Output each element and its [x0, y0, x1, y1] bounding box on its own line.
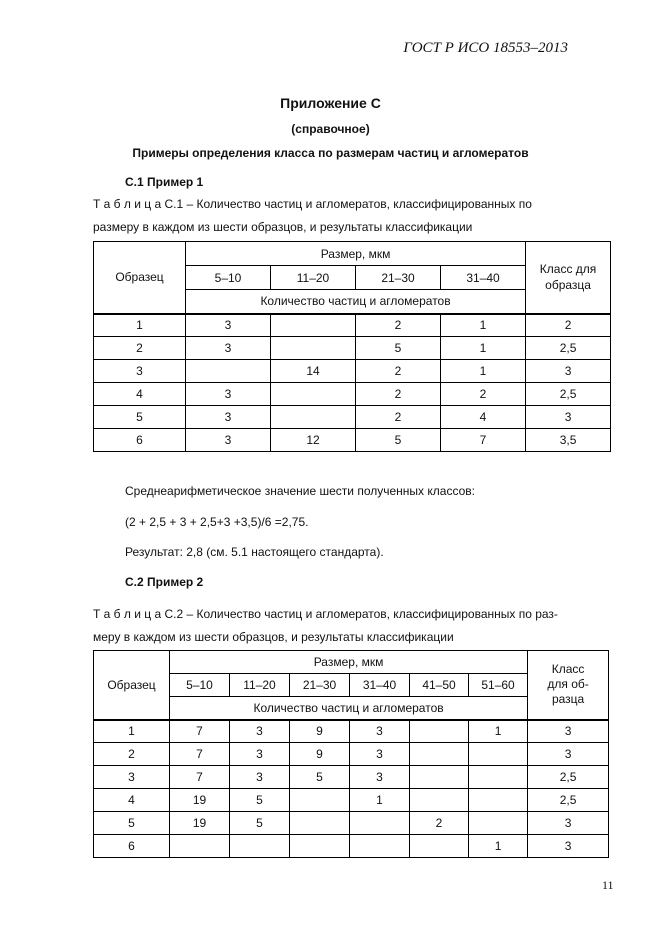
size-range-header: 21–30 [356, 266, 441, 290]
table-cell: 3 [230, 720, 290, 743]
table-cell: 3 [528, 743, 609, 766]
appendix-title: Приложение С [280, 95, 381, 111]
col-class-header [528, 651, 609, 720]
table-cell: 2 [356, 360, 441, 383]
table-cell [410, 789, 469, 812]
col-count-header: Количество частиц и агломератов [186, 290, 526, 314]
table-c1 [93, 241, 611, 452]
table-cell [230, 835, 290, 858]
table-cell: 3 [230, 766, 290, 789]
table-cell [290, 812, 350, 835]
table-c1-body [94, 314, 611, 452]
table-cell: 2 [94, 743, 170, 766]
table-cell: 1 [469, 835, 528, 858]
table-cell [170, 835, 230, 858]
table-cell: 1 [441, 360, 526, 383]
table-cell [350, 812, 410, 835]
table-cell: 7 [441, 429, 526, 452]
table-cell: 1 [94, 314, 186, 337]
table-cell [469, 789, 528, 812]
table-cell: 5 [94, 812, 170, 835]
table1-caption-line1: Т а б л и ц а С.1 – Количество частиц и агломератов, классифицированных по [93, 197, 532, 211]
table-cell: 3 [528, 720, 609, 743]
table-cell: 6 [94, 429, 186, 452]
result-text: Результат: 2,8 (см. 5.1 настоящего стандарта). [125, 545, 384, 559]
table-row [94, 429, 611, 452]
table-cell: 19 [170, 789, 230, 812]
table-cell: 2 [410, 812, 469, 835]
table-cell: 1 [350, 789, 410, 812]
table-cell [290, 789, 350, 812]
col-size-header: Размер, мкм [170, 651, 528, 674]
col-sample-header: Образец [94, 651, 170, 720]
table-cell: 3 [186, 406, 271, 429]
table-cell: 1 [441, 337, 526, 360]
table-cell [410, 766, 469, 789]
table-cell: 9 [290, 720, 350, 743]
table-row [94, 789, 609, 812]
table-cell: 7 [170, 766, 230, 789]
table-cell: 2 [356, 383, 441, 406]
table-cell [271, 314, 356, 337]
table-c2-body [94, 720, 609, 858]
size-range-header: 5–10 [170, 674, 230, 697]
appendix-heading: Примеры определения класса по размерам частиц и агломератов [132, 146, 529, 160]
col-class-line: Класс [551, 662, 585, 677]
table-cell [186, 360, 271, 383]
table-cell: 4 [94, 383, 186, 406]
table1-caption-line2: размеру в каждом из шести образцов, и результаты классификации [93, 220, 473, 234]
size-range-header: 41–50 [410, 674, 469, 697]
mean-text: Среднеарифметическое значение шести полученных классов: [125, 484, 475, 498]
col-size-header: Размер, мкм [186, 242, 526, 266]
col-class-header: Класс для образца [526, 242, 611, 314]
col-class-line: для об- [547, 677, 589, 692]
size-range-header: 5–10 [186, 266, 271, 290]
size-range-header: 51–60 [469, 674, 528, 697]
table-row [94, 383, 611, 406]
table-cell: 3 [528, 812, 609, 835]
table-cell: 4 [441, 406, 526, 429]
table-cell: 3 [94, 360, 186, 383]
table-cell: 1 [469, 720, 528, 743]
table-row [94, 835, 609, 858]
col-class-line: разца [551, 692, 585, 707]
table-cell [271, 337, 356, 360]
size-range-header: 11–20 [230, 674, 290, 697]
size-range-header: 31–40 [350, 674, 410, 697]
table-cell: 3 [350, 743, 410, 766]
section1-title: С.1 Пример 1 [125, 175, 204, 189]
standard-header: ГОСТ Р ИСО 18553–2013 [403, 40, 568, 56]
table-cell [410, 743, 469, 766]
table-cell [469, 812, 528, 835]
table2-caption-line2: меру в каждом из шести образцов, и результаты классификации [93, 630, 454, 644]
table-cell: 3 [350, 720, 410, 743]
col-count-header: Количество частиц и агломератов [170, 697, 528, 720]
table-cell [271, 383, 356, 406]
table-cell: 9 [290, 743, 350, 766]
table-cell: 2 [94, 337, 186, 360]
table2-caption [93, 603, 613, 649]
table-cell: 2 [356, 406, 441, 429]
table1-caption [93, 193, 593, 239]
table-row [94, 360, 611, 383]
table-cell: 2,5 [528, 766, 609, 789]
table-cell: 19 [170, 812, 230, 835]
table-row [94, 406, 611, 429]
table-cell: 3 [526, 406, 611, 429]
table-cell: 2,5 [528, 789, 609, 812]
table-c2 [93, 650, 609, 858]
formula: (2 + 2,5 + 3 + 2,5+3 +3,5)/6 =2,75. [125, 515, 309, 529]
size-range-header: 21–30 [290, 674, 350, 697]
table-cell: 3,5 [526, 429, 611, 452]
table-cell [410, 720, 469, 743]
table-cell: 4 [94, 789, 170, 812]
table-cell: 6 [94, 835, 170, 858]
table-cell: 3 [186, 337, 271, 360]
table-cell: 3 [186, 314, 271, 337]
table-cell: 2,5 [526, 383, 611, 406]
table-cell: 2 [441, 383, 526, 406]
section2-title: С.2 Пример 2 [125, 575, 204, 589]
table-cell: 7 [170, 743, 230, 766]
table-cell: 2 [356, 314, 441, 337]
table-row [94, 720, 609, 743]
table-cell: 2 [526, 314, 611, 337]
page-number: 11 [602, 878, 614, 892]
table-cell: 3 [350, 766, 410, 789]
table-cell: 3 [230, 743, 290, 766]
table-row [94, 766, 609, 789]
table-cell: 5 [230, 812, 290, 835]
table-cell [271, 406, 356, 429]
table-cell [469, 743, 528, 766]
col-sample-header: Образец [94, 242, 186, 314]
appendix-subtitle: (справочное) [291, 122, 370, 136]
size-range-header: 11–20 [271, 266, 356, 290]
table-row [94, 314, 611, 337]
table-row [94, 743, 609, 766]
table-cell: 5 [94, 406, 186, 429]
table2-caption-line1: Т а б л и ц а С.2 – Количество частиц и агломератов, классифицированных по раз- [93, 607, 558, 621]
table-cell [350, 835, 410, 858]
table-cell: 5 [230, 789, 290, 812]
table-cell: 7 [170, 720, 230, 743]
table-cell: 2,5 [526, 337, 611, 360]
table-cell: 1 [441, 314, 526, 337]
table-cell [410, 835, 469, 858]
table-cell: 5 [290, 766, 350, 789]
table-row [94, 337, 611, 360]
table-cell: 14 [271, 360, 356, 383]
table-cell: 3 [186, 429, 271, 452]
table-cell: 12 [271, 429, 356, 452]
table-cell [469, 766, 528, 789]
table-cell: 1 [94, 720, 170, 743]
table-cell: 3 [94, 766, 170, 789]
table-cell: 3 [528, 835, 609, 858]
table-cell: 5 [356, 429, 441, 452]
table-cell: 5 [356, 337, 441, 360]
table-cell: 3 [526, 360, 611, 383]
table-cell: 3 [186, 383, 271, 406]
size-range-header: 31–40 [441, 266, 526, 290]
table-cell [290, 835, 350, 858]
table-row [94, 812, 609, 835]
